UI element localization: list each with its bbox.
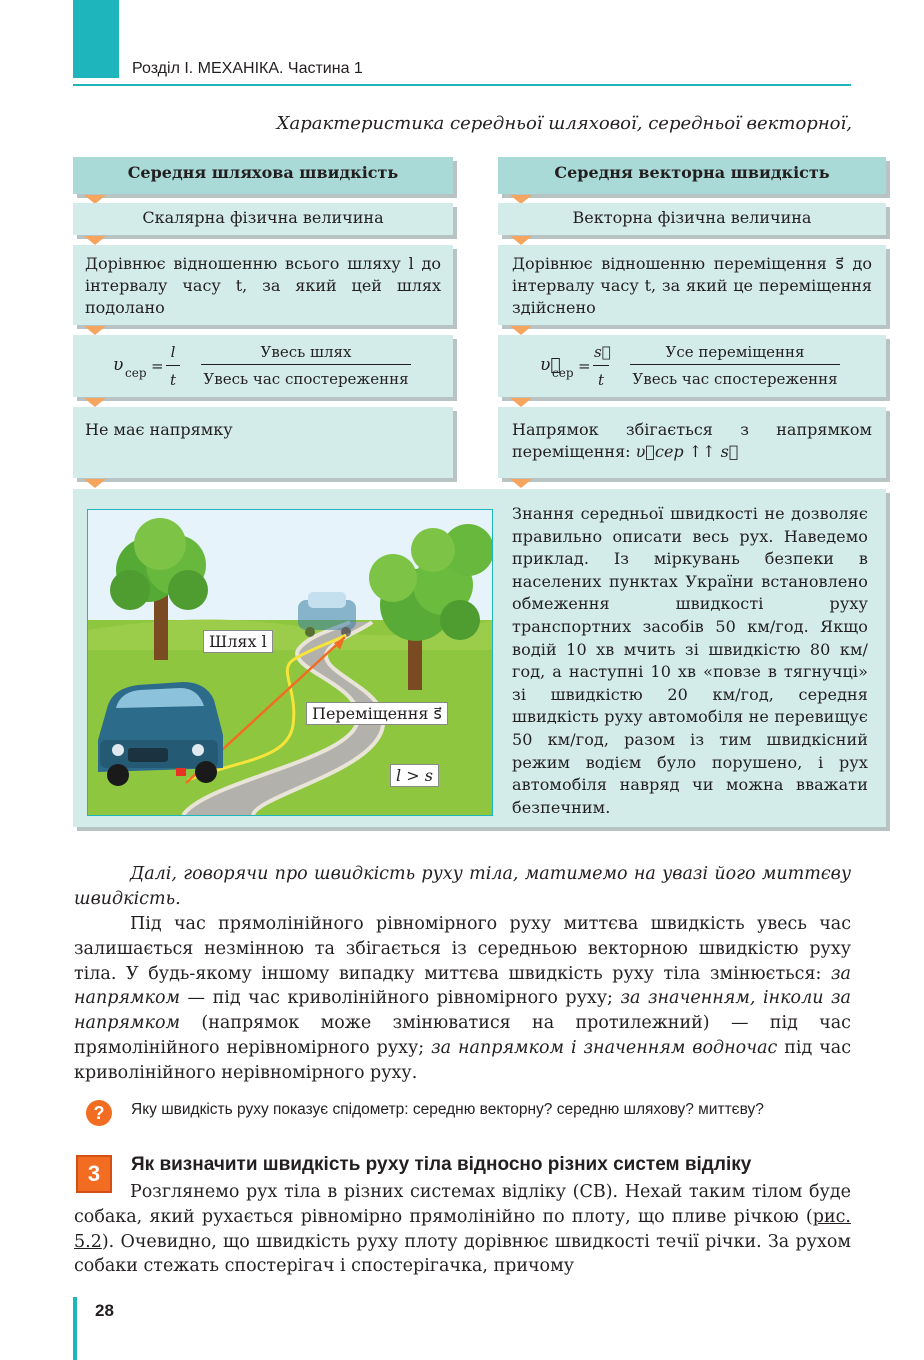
- emphasis: за значенням, інколи за напрямком: [74, 988, 851, 1034]
- equals-sign: =: [151, 357, 164, 375]
- arrow-marker: [84, 479, 106, 488]
- left-formula-subscript: сер: [125, 366, 147, 380]
- left-formula-symbol: υ: [113, 355, 124, 375]
- section-title: Як визначити швидкість руху тіла відносно різних систем відліку: [131, 1154, 752, 1175]
- right-definition: Дорівнює відношенню переміщення s⃗ до інтервалу часу t, за який це переміщення здійснено: [512, 254, 872, 317]
- left-formula-box: [73, 335, 453, 397]
- equals-sign: =: [578, 357, 591, 375]
- left-direction-box: [73, 407, 453, 478]
- footer-accent-bar: [73, 1297, 77, 1360]
- left-definition: Дорівнює відношенню всього шляху l до інтервалу часу t, за який цей шлях подолано: [85, 254, 441, 317]
- right-type: Векторна фізична величина: [572, 208, 812, 227]
- left-formula-denominator: t: [169, 371, 177, 389]
- header-color-tab: [73, 0, 119, 78]
- arrow-marker: [84, 236, 106, 245]
- left-direction: Не має напрямку: [85, 420, 233, 439]
- section-number-badge: 3: [76, 1155, 112, 1193]
- relation-label: l > s: [390, 764, 439, 787]
- text-run: (напрямок може змінюватися на протилежний) — під час прямолінійного нерівномірного руху;: [74, 1013, 851, 1058]
- figure-link[interactable]: рис. 5.2: [74, 1206, 851, 1252]
- right-formula-numerator: s⃗: [594, 343, 611, 361]
- right-words-denominator: Увесь час спостереження: [632, 370, 838, 388]
- left-words-denominator: Увесь час спостереження: [203, 370, 409, 388]
- displacement-label: Переміщення s⃗: [306, 702, 448, 725]
- emphasis: за напрямком і значенням водночас: [431, 1037, 778, 1058]
- fraction-line: [166, 365, 180, 366]
- left-type: Скалярна фізична величина: [142, 208, 384, 227]
- text-run: — під час криволінійного рівномірного руху;: [180, 988, 621, 1009]
- arrow-marker: [510, 398, 532, 407]
- text-run: під час криволінійного нерівномірного руху.: [74, 1037, 851, 1083]
- right-words-numerator: Усе переміщення: [665, 343, 805, 361]
- arrow-marker: [510, 326, 532, 335]
- question-text: Яку швидкість руху показує спідометр: середню векторну? середню шляхову? миттєву?: [131, 1101, 764, 1118]
- right-heading-box: [498, 157, 886, 194]
- page-number: 28: [95, 1301, 114, 1320]
- arrow-marker: [510, 236, 532, 245]
- right-heading: Середня векторна швидкість: [554, 163, 830, 182]
- arrow-marker: [510, 479, 532, 488]
- paragraph-reference-frames: [74, 1180, 851, 1279]
- paragraph-instant-speed: Далі, говорячи про швидкість руху тіла, матимемо на увазі його миттєву швидкість.: [74, 864, 851, 909]
- fraction-line: [593, 365, 609, 366]
- paragraph-instant-speed-detail: [74, 912, 851, 1086]
- text-run: Під час прямолінійного рівномірного руху миттєва швидкість увесь час залишається незмінною та збігається із середньою векторною швидкістю руху тіла. У будь-якому іншому випадку миттєва швидкість руху тіла змінюється:: [74, 914, 851, 984]
- left-heading-box: [73, 157, 453, 194]
- left-formula-numerator: l: [170, 343, 176, 361]
- fraction-line: [201, 364, 411, 365]
- emphasis: за напрямком: [74, 963, 851, 1009]
- right-direction: Напрямок збігається з напрямком переміщення:: [512, 420, 872, 461]
- right-formula-subscript: сер: [552, 366, 574, 380]
- text-run: Розглянемо рух тіла в різних системах відліку (СВ). Нехай таким тілом буде собака, який рухається рівномірно прямолінійно по плоту, що пливе річкою (: [74, 1182, 851, 1227]
- right-formula-denominator: t: [597, 371, 605, 389]
- arrow-marker: [84, 326, 106, 335]
- right-formula-symbol: υ⃗: [540, 355, 561, 375]
- arrow-marker: [84, 398, 106, 407]
- car-illustration: [87, 509, 493, 816]
- right-direction-formula: υ⃗сер ↑↑ s⃗: [635, 442, 739, 461]
- example-text: Знання середньої швидкості не дозволяє правильно описати весь рух. Наведемо приклад. Із міркувань безпеки в населених пунктах України встановлено обмеження швидкості руху транспортних засобів 50 км/год. Якщо водій 10 хв мчить зі швидкістю 80 км/год, а наступні 10 хв «повзе в тягнучці» зі швидкістю 20 км/год, середня швидкість руху автомобіля не перевищує 50 км/год, разом із тим швидкісний режим водієм було порушено, і рух автомобіля навряд чи можна вважати безпечним.: [512, 504, 868, 817]
- left-definition-box: [73, 245, 453, 325]
- left-heading: Середня шляхова швидкість: [127, 163, 399, 182]
- chapter-header: Розділ І. МЕХАНІКА. Частина 1: [132, 60, 363, 77]
- right-type-box: [498, 203, 886, 235]
- path-label: Шлях l: [203, 630, 273, 653]
- fraction-line: [630, 364, 840, 365]
- table-caption: Характеристика середньої шляхової, середньої векторної,: [276, 113, 852, 134]
- left-type-box: [73, 203, 453, 235]
- right-formula-box: [498, 335, 886, 397]
- right-definition-box: [498, 245, 886, 325]
- header-rule: [73, 84, 851, 86]
- left-words-numerator: Увесь шлях: [260, 343, 352, 361]
- question-icon: ?: [86, 1100, 112, 1126]
- text-run: ). Очевидно, що швидкість руху плоту дорівнює швидкості течії річки. За рухом собаки стежать спостерігач і спостерігачка, причому: [74, 1231, 851, 1277]
- right-direction-box: [498, 407, 886, 478]
